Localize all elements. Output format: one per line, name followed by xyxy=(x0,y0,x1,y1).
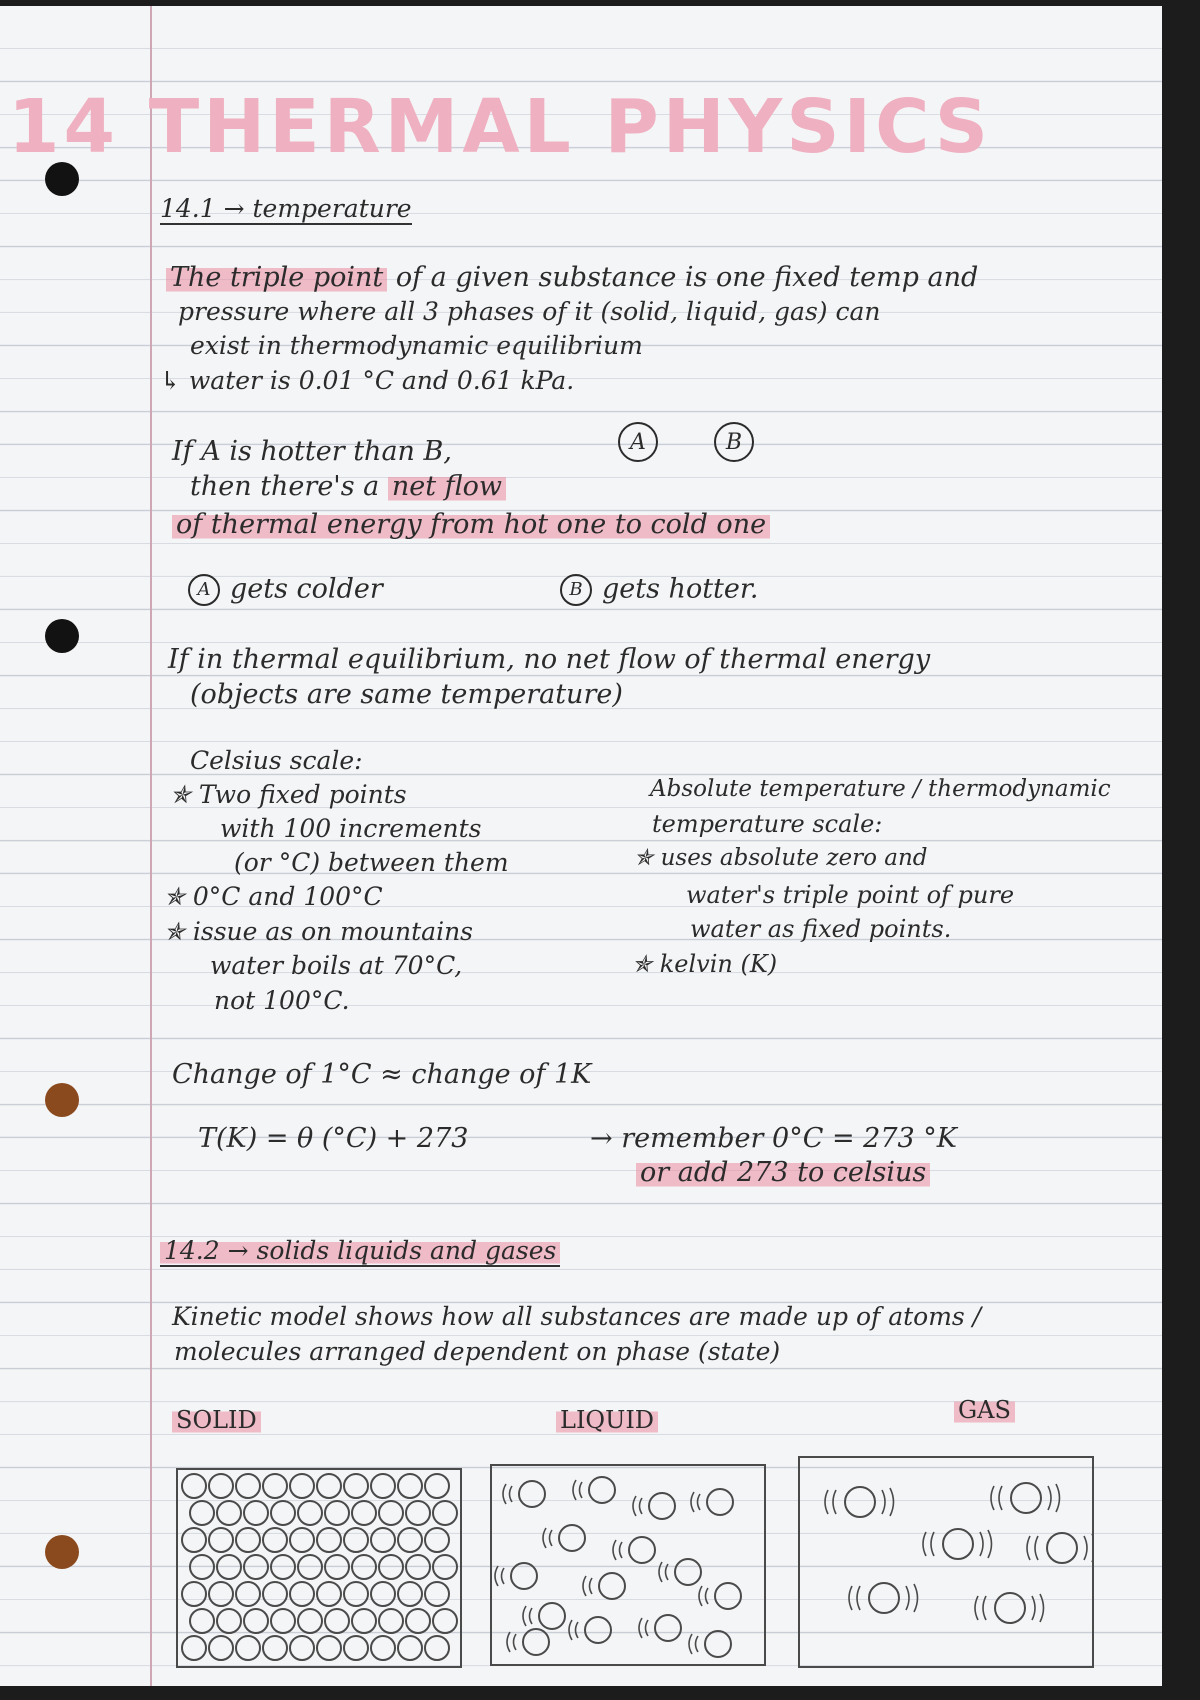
liquid-particle xyxy=(707,1489,733,1515)
text-line: ✯ issue as on mountains xyxy=(164,917,474,946)
solid-particle xyxy=(398,1582,422,1606)
motion-mark xyxy=(931,1532,934,1556)
solid-particle xyxy=(425,1582,449,1606)
solid-particle xyxy=(271,1501,295,1525)
solid-particle xyxy=(317,1582,341,1606)
solid-particle xyxy=(325,1609,349,1633)
gas-particle xyxy=(943,1529,973,1559)
motion-mark xyxy=(923,1532,926,1556)
gas-particle xyxy=(1047,1533,1077,1563)
solid-particle xyxy=(290,1636,314,1660)
text-line: → remember 0°C = 273 °K xyxy=(590,1123,957,1154)
solid-particle xyxy=(379,1555,403,1579)
text-line: exist in thermodynamic equilibrium xyxy=(190,331,643,360)
triple-point-line: of a given substance is one fixed temp and xyxy=(395,262,979,293)
solid-particle xyxy=(182,1582,206,1606)
text-line: pressure where all 3 phases of it (solid, liquid, gas) can xyxy=(178,297,881,326)
solid-particle xyxy=(244,1609,268,1633)
solid-particle xyxy=(317,1528,341,1552)
solid-particle xyxy=(352,1555,376,1579)
solid-particle xyxy=(344,1582,368,1606)
formula: T(K) = θ (°C) + 273 xyxy=(198,1123,469,1154)
solid-particle xyxy=(217,1609,241,1633)
solid-particle xyxy=(317,1474,341,1498)
text-line: ✯ 0°C and 100°C xyxy=(164,882,383,911)
liquid-particle xyxy=(585,1617,611,1643)
solid-particle xyxy=(425,1474,449,1498)
solid-particle xyxy=(182,1636,206,1660)
solid-particle xyxy=(290,1582,314,1606)
solid-particle xyxy=(209,1582,233,1606)
motion-mark xyxy=(639,1618,642,1638)
liquid-particle xyxy=(599,1573,625,1599)
liquid-particle xyxy=(559,1525,585,1551)
liquid-particles-diagram xyxy=(490,1464,766,1666)
motion-mark xyxy=(691,1492,694,1512)
motion-mark xyxy=(698,1494,701,1510)
solid-particle xyxy=(433,1609,457,1633)
solid-particle xyxy=(344,1528,368,1552)
solid-particle xyxy=(236,1528,260,1552)
text-line: (or °C) between them xyxy=(234,848,509,877)
solid-particle xyxy=(352,1609,376,1633)
solid-particle xyxy=(290,1528,314,1552)
motion-mark xyxy=(613,1540,616,1560)
motion-mark xyxy=(510,1486,513,1502)
motion-mark xyxy=(882,1490,885,1514)
solid-particle xyxy=(236,1474,260,1498)
gas-label: GAS xyxy=(954,1398,1015,1422)
motion-mark xyxy=(1040,1594,1044,1622)
solid-particle xyxy=(290,1474,314,1498)
motion-mark xyxy=(980,1532,983,1556)
liquid-particle xyxy=(523,1629,549,1655)
solid-particles-diagram xyxy=(176,1468,462,1668)
text-line: water's triple point of pure xyxy=(686,881,1015,909)
solid-particle xyxy=(263,1636,287,1660)
liquid-particle xyxy=(705,1631,731,1657)
object-b-label: B xyxy=(560,574,592,606)
motion-mark xyxy=(991,1486,994,1510)
text-line: (objects are same temperature) xyxy=(190,679,623,710)
solid-particle xyxy=(371,1582,395,1606)
solid-particle xyxy=(433,1501,457,1525)
liquid-particle xyxy=(539,1603,565,1629)
solid-particle xyxy=(406,1501,430,1525)
celsius-title: Celsius scale: xyxy=(190,746,363,775)
notebook-page xyxy=(0,6,1162,1686)
solid-particle xyxy=(379,1501,403,1525)
solid-particle xyxy=(298,1501,322,1525)
motion-mark xyxy=(1035,1536,1038,1560)
motion-mark xyxy=(580,1482,583,1498)
solid-particle xyxy=(182,1474,206,1498)
solid-particle xyxy=(298,1555,322,1579)
text-line: Absolute temperature / thermodynamic xyxy=(650,776,1111,802)
text-line: molecules arranged dependent on phase (state) xyxy=(174,1337,781,1366)
text-line: water boils at 70°C, xyxy=(210,951,463,980)
gas-particle xyxy=(995,1593,1025,1623)
text-line: A gets colder xyxy=(188,574,383,606)
solid-particle xyxy=(398,1636,422,1660)
motion-mark xyxy=(696,1636,699,1652)
text-line: Kinetic model shows how all substances are made up of atoms / xyxy=(172,1302,982,1331)
motion-mark xyxy=(1027,1536,1030,1560)
liquid-particle xyxy=(511,1563,537,1589)
solid-particle xyxy=(263,1474,287,1498)
solid-particle xyxy=(217,1555,241,1579)
motion-mark xyxy=(576,1622,579,1638)
motion-mark xyxy=(620,1542,623,1558)
text-line: then there's a net flow xyxy=(190,473,506,500)
solid-particle xyxy=(398,1528,422,1552)
liquid-label: LIQUID xyxy=(556,1408,658,1432)
motion-mark xyxy=(503,1484,506,1504)
motion-mark xyxy=(646,1620,649,1636)
motion-mark xyxy=(849,1586,852,1610)
punch-hole xyxy=(45,1535,79,1569)
solid-particle xyxy=(344,1474,368,1498)
text-line: not 100°C. xyxy=(214,986,350,1015)
text-line: B gets hotter. xyxy=(560,574,758,606)
text-line: with 100 increments xyxy=(220,814,482,843)
liquid-particles-drawing xyxy=(492,1466,764,1664)
solid-particles-drawing xyxy=(178,1470,460,1666)
solid-particle xyxy=(398,1474,422,1498)
section-heading-temperature: 14.1 → temperature xyxy=(160,194,412,223)
motion-mark xyxy=(583,1576,586,1596)
solid-particle xyxy=(317,1636,341,1660)
motion-mark xyxy=(1048,1486,1051,1510)
text-line: temperature scale: xyxy=(652,810,883,838)
liquid-particle xyxy=(715,1583,741,1609)
solid-particle xyxy=(379,1609,403,1633)
highlight-thermal-energy: of thermal energy from hot one to cold one xyxy=(172,509,770,540)
motion-mark xyxy=(502,1568,505,1584)
motion-mark xyxy=(857,1586,860,1610)
liquid-particle xyxy=(675,1559,701,1585)
object-a-label: A xyxy=(618,422,658,462)
solid-particle xyxy=(271,1609,295,1633)
motion-mark xyxy=(590,1578,593,1594)
motion-mark xyxy=(573,1480,576,1500)
solid-particle xyxy=(190,1609,214,1633)
punch-hole xyxy=(45,1083,79,1117)
motion-mark xyxy=(890,1488,894,1516)
text-line xyxy=(636,1159,930,1186)
solid-particle xyxy=(236,1636,260,1660)
text-line: ✯ Two fixed points xyxy=(170,780,407,809)
solid-particle xyxy=(425,1528,449,1552)
motion-mark xyxy=(633,1496,636,1516)
solid-particle xyxy=(209,1474,233,1498)
text-line: ↳ water is 0.01 °C and 0.61 kPa. xyxy=(160,366,575,395)
motion-mark xyxy=(1084,1536,1087,1560)
solid-particle xyxy=(182,1528,206,1552)
solid-particle xyxy=(209,1636,233,1660)
gas-particle xyxy=(1011,1483,1041,1513)
motion-mark xyxy=(659,1562,662,1582)
motion-mark xyxy=(975,1596,978,1620)
text-line: water as fixed points. xyxy=(690,915,952,943)
motion-mark xyxy=(689,1634,692,1654)
motion-mark xyxy=(514,1634,517,1650)
highlight-add-273: or add 273 to celsius xyxy=(636,1157,930,1188)
solid-particle xyxy=(433,1555,457,1579)
solid-particle xyxy=(263,1528,287,1552)
motion-mark xyxy=(1032,1596,1035,1620)
text-line: ✯ uses absolute zero and xyxy=(634,845,928,871)
text-line xyxy=(166,264,978,291)
motion-mark xyxy=(666,1564,669,1580)
solid-particle xyxy=(244,1501,268,1525)
solid-particle xyxy=(325,1555,349,1579)
motion-mark xyxy=(507,1632,510,1652)
motion-mark xyxy=(914,1584,918,1612)
solid-particle xyxy=(236,1582,260,1606)
motion-mark xyxy=(569,1620,572,1640)
solid-particle xyxy=(352,1501,376,1525)
solid-particle xyxy=(371,1528,395,1552)
solid-particle xyxy=(217,1501,241,1525)
highlight-net-flow: net flow xyxy=(388,471,506,502)
motion-mark xyxy=(699,1586,702,1606)
punch-hole xyxy=(45,619,79,653)
motion-mark xyxy=(983,1596,986,1620)
solid-label: SOLID xyxy=(172,1408,261,1432)
text-line: Change of 1°C ≈ change of 1K xyxy=(172,1059,592,1090)
text-line: If in thermal equilibrium, no net flow of thermal energy xyxy=(168,644,931,675)
solid-particle xyxy=(190,1555,214,1579)
object-a-label: A xyxy=(188,574,220,606)
motion-mark xyxy=(550,1530,553,1546)
motion-mark xyxy=(706,1588,709,1604)
liquid-particle xyxy=(655,1615,681,1641)
solid-particle xyxy=(344,1636,368,1660)
solid-particle xyxy=(190,1501,214,1525)
motion-mark xyxy=(640,1498,643,1514)
motion-mark xyxy=(988,1530,992,1558)
text-line xyxy=(172,511,770,538)
page-title: 14 THERMAL PHYSICS xyxy=(8,84,993,170)
motion-mark xyxy=(1056,1484,1060,1512)
liquid-particle xyxy=(649,1493,675,1519)
solid-particle xyxy=(425,1636,449,1660)
motion-mark xyxy=(523,1606,526,1626)
section-heading-solids-liquids-gases: 14.2 → solids liquids and gases xyxy=(160,1238,560,1267)
solid-particle xyxy=(371,1636,395,1660)
motion-mark xyxy=(543,1528,546,1548)
solid-particle xyxy=(371,1474,395,1498)
solid-particle xyxy=(263,1582,287,1606)
motion-mark xyxy=(906,1586,909,1610)
gas-particle xyxy=(869,1583,899,1613)
liquid-particle xyxy=(519,1481,545,1507)
motion-mark xyxy=(495,1566,498,1586)
liquid-particle xyxy=(589,1477,615,1503)
solid-particle xyxy=(298,1609,322,1633)
solid-particle xyxy=(271,1555,295,1579)
gas-particles-diagram xyxy=(798,1456,1094,1668)
text-line: ✯ kelvin (K) xyxy=(632,950,778,978)
motion-mark xyxy=(999,1486,1002,1510)
solid-particle xyxy=(406,1555,430,1579)
triple-point-term: The triple point xyxy=(166,262,387,293)
motion-mark xyxy=(825,1490,828,1514)
solid-particle xyxy=(209,1528,233,1552)
text-line: If A is hotter than B, xyxy=(172,436,452,467)
solid-particle xyxy=(406,1609,430,1633)
motion-mark xyxy=(833,1490,836,1514)
solid-particle xyxy=(244,1555,268,1579)
margin-line xyxy=(150,6,152,1686)
object-b-label: B xyxy=(714,422,754,462)
liquid-particle xyxy=(629,1537,655,1563)
gas-particles-drawing xyxy=(800,1458,1092,1666)
motion-mark xyxy=(530,1608,533,1624)
solid-particle xyxy=(325,1501,349,1525)
gas-particle xyxy=(845,1487,875,1517)
